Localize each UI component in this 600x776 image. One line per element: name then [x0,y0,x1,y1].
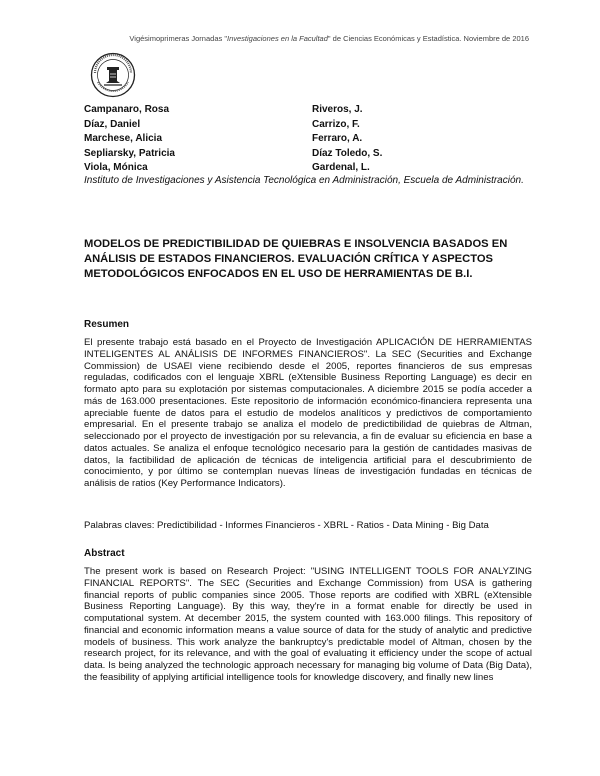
author-name: Sepliarsky, Patricia [84,147,175,159]
author-name: Viola, Mónica [84,162,148,174]
affiliation: Instituto de Investigaciones y Asistencia Tecnológica en Administración, Escuela de Administración. [84,175,524,186]
author-name: Díaz, Daniel [84,118,141,130]
header-text-end: " de Ciencias Económicas y Estadística. Noviembre de 2016 [327,34,529,43]
university-seal-logo [90,52,136,98]
resumen-heading: Resumen [84,319,130,330]
author-name: Carrizo, F. [312,118,360,130]
header-text-italic: Investigaciones en la Facultad [227,34,328,43]
authors-right-column [312,103,382,176]
author-name: Díaz Toledo, S. [312,147,383,159]
running-header [60,34,529,43]
resumen-body: El presente trabajo está basado en el Proyecto de Investigación APLICACIÓN DE HERRAMIENTAS INTELIGENTES AL ANÁLISIS DE INFORMES FINANCIEROS". La SEC (Securities and Exchange Commission) de USAEl viene recibiendo desde el 2005, reportes financieros de sus empresas reguladas, codificados con el lenguaje XBRL (eXtensible Business Reporting Language) es decir en formato apto para su explotación por sistemas computacionales. A diciembre 2015 se podía acceder a más de 163.000 presentaciones. Este repositorio de información económico-financiera representa una apreciable fuente de datos para el estudio de modelos analíticos y predictivos de comportamiento empresarial. En el presente trabajo se analiza el modelo de predictibilidad de quiebras de Altman, seleccionado por el proyecto de investigación por su relevancia, a fin de evaluar su eficiencia en base a datos actuales. Se analiza el enfoque tecnológico necesario para la gestión de cantidades masivas de datos, la factibilidad de aplicación de técnicas de inteligencia artificial para el descubrimiento de conocimiento, y por último se contemplan nuevas líneas de investigación fundadas en técnicas de análisis de ratios (Key Performance Indicators). [84,337,532,489]
authors-left-column [84,103,175,176]
paper-title: MODELOS DE PREDICTIBILIDAD DE QUIEBRAS E INSOLVENCIA BASADOS EN ANÁLISIS DE ESTADOS FINANCIEROS. EVALUACIÓN CRÍTICA Y ASPECTOS METODOLÓGICOS ENFOCADOS EN EL USO DE HERRAMIENTAS DE B.I. [84,238,508,280]
header-text-start: Vigésimoprimeras Jornadas " [129,34,227,43]
abstract-body: The present work is based on Research Project: "USING INTELLIGENT TOOLS FOR ANALYZING FINANCIAL REPORTS". The SEC (Securities and Exchange Commission) from USA is gathering financial reports of public companies since 2005. Those reports are codified with XBRL (eXtensible Business Reporting Language). By this way, they're in a format enable for directly be used in computational system. At december 2015, the system counted with 163.000 filings. This repository of financial and economic information means a value source of data for the study of analytic and predictive models of business. This work analyze the bankruptcy's predictable model of Altman, chosen by the research project, for its relevance, and with the goal of evaluating it efficiency under the scope of actual data. Is being analyzed the technologic approach necessary for managing big volume of Data (Big Data), the feasibility of applying artificial intelligence tools for knowledge discovery, and finally new lines [84,566,532,683]
author-name: Ferraro, A. [312,133,363,145]
abstract-heading: Abstract [84,548,125,559]
author-name: Campanaro, Rosa [84,104,170,115]
keywords-line: Palabras claves: Predictibilidad - Informes Financieros - XBRL - Ratios - Data Mining - Big Data [84,520,489,531]
author-name: Gardenal, L. [312,162,370,174]
author-name: Riveros, J. [312,104,363,115]
author-name: Marchese, Alicia [84,133,163,145]
